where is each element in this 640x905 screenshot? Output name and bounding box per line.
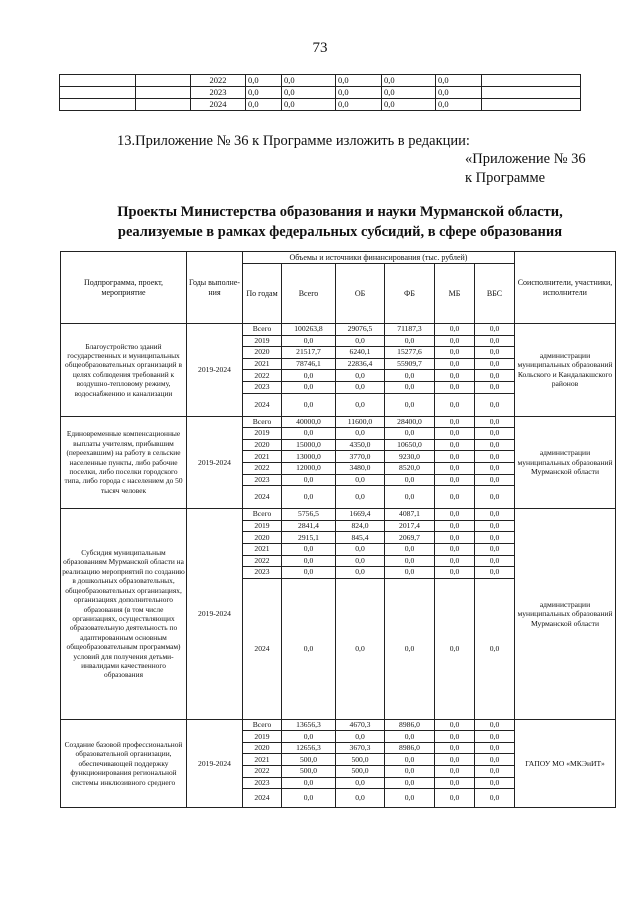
funding-fb-cell: 0,0 [385,766,435,778]
empty-cell [136,75,191,87]
empty-cell [60,99,136,111]
funding-vbs-cell: 0,0 [475,474,515,486]
empty-cell [60,87,136,99]
funding-ob-cell: 0,0 [336,335,385,347]
value-cell: 0,0 [336,87,382,99]
funding-total-cell: 12000,0 [282,462,336,474]
project-name: Благоустройство зданий государственных и муниципальных общеобразовательных организаций в целях соблюдения требований к воздушно-тепловому режиму, водоснабжению и канализации [61,324,187,417]
funding-year-cell: 2020 [243,532,282,544]
continued-table [59,74,581,111]
funding-mb-cell: 0,0 [435,543,475,555]
funding-mb-cell: 0,0 [435,578,475,719]
funding-vbs-cell: 0,0 [475,439,515,451]
funding-ob-cell: 0,0 [336,370,385,382]
funding-mb-cell: 0,0 [435,555,475,567]
funding-mb-cell: 0,0 [435,731,475,743]
funding-mb-cell: 0,0 [435,451,475,463]
project-executor: администрации муниципальных образований Кольского и Кандалакшского районов [515,324,616,417]
funding-total-cell: 500,0 [282,754,336,766]
funding-total-cell: 12656,3 [282,742,336,754]
funding-total-cell: 0,0 [282,567,336,579]
funding-mb-cell: 0,0 [435,347,475,359]
title-line-2: реализуемые в рамках федеральных субсидий, в сфере образования [117,224,563,240]
funding-year-cell: 2023 [243,777,282,789]
funding-mb-cell: 0,0 [435,324,475,336]
funding-total-cell: 0,0 [282,486,336,509]
funding-year-cell: 2019 [243,520,282,532]
project-name: Создание базовой профессиональной образовательной организации, обеспечивающей поддержку функционирования региональной системы инклюзивного среднего [61,719,187,808]
empty-cell [482,87,581,99]
funding-year-cell: 2022 [243,462,282,474]
funding-year-cell: 2022 [243,555,282,567]
value-cell: 0,0 [246,99,282,111]
project-row [61,719,616,731]
funding-year-cell: 2019 [243,731,282,743]
funding-ob-cell: 6240,1 [336,347,385,359]
projects-table [60,251,616,808]
funding-fb-cell: 9230,0 [385,451,435,463]
funding-year-cell: 2021 [243,451,282,463]
funding-year-cell: 2022 [243,766,282,778]
funding-total-cell: 0,0 [282,578,336,719]
funding-total-cell: 13000,0 [282,451,336,463]
funding-vbs-cell: 0,0 [475,335,515,347]
value-cell: 0,0 [336,75,382,87]
header-years: Годы выполне-ния [187,252,243,324]
funding-vbs-cell: 0,0 [475,509,515,521]
funding-ob-cell: 0,0 [336,393,385,416]
funding-year-cell: 2019 [243,428,282,440]
project-name: Единовременные компенсационные выплаты учителям, прибывшим (переехавшим) на работу в сельские населенные пункты, либо рабочие поселки, либо поселки городского типа, либо города с населением до 50 тысяч человек [61,416,187,509]
funding-mb-cell: 0,0 [435,439,475,451]
project-period: 2019-2024 [187,719,243,808]
funding-total-cell: 0,0 [282,555,336,567]
funding-mb-cell: 0,0 [435,462,475,474]
funding-ob-cell: 500,0 [336,766,385,778]
funding-vbs-cell: 0,0 [475,324,515,336]
value-cell: 0,0 [382,99,436,111]
funding-ob-cell: 4350,0 [336,439,385,451]
funding-year-cell: 2021 [243,543,282,555]
funding-year-cell: 2023 [243,474,282,486]
project-name: Субсидия муниципальным образованиям Мурманской области на реализацию мероприятий по созданию в дошкольных образовательных, общеобразовательных организациях, организациях дополнительного образования (в том числе организациях, осуществляющих образовательную деятельность по адаптированным основным общеобразовательным программам) условий для получения детьми-инвалидами качественного образования [61,509,187,720]
project-executor: администрации муниципальных образований Мурманской области [515,509,616,720]
funding-year-cell: 2021 [243,754,282,766]
funding-fb-cell: 2017,4 [385,520,435,532]
funding-fb-cell: 15277,6 [385,347,435,359]
funding-year-cell: 2024 [243,789,282,808]
funding-ob-cell: 11600,0 [336,416,385,428]
funding-ob-cell: 0,0 [336,486,385,509]
funding-mb-cell: 0,0 [435,777,475,789]
funding-ob-cell: 0,0 [336,381,385,393]
funding-fb-cell: 0,0 [385,789,435,808]
funding-year-cell: 2019 [243,335,282,347]
funding-total-cell: 0,0 [282,428,336,440]
funding-year-cell: Всего [243,416,282,428]
funding-mb-cell: 0,0 [435,509,475,521]
funding-vbs-cell: 0,0 [475,777,515,789]
funding-ob-cell: 4670,3 [336,719,385,731]
funding-mb-cell: 0,0 [435,532,475,544]
funding-fb-cell: 0,0 [385,428,435,440]
funding-vbs-cell: 0,0 [475,532,515,544]
year-cell: 2022 [191,75,246,87]
funding-vbs-cell: 0,0 [475,731,515,743]
header-executors: Соисполнители, участники, исполнители [515,252,616,324]
funding-vbs-cell: 0,0 [475,451,515,463]
value-cell: 0,0 [436,75,482,87]
annex-reference [465,150,586,188]
continued-table-row [60,87,581,99]
funding-year-cell: 2020 [243,439,282,451]
funding-total-cell: 21517,7 [282,347,336,359]
funding-fb-cell: 8520,0 [385,462,435,474]
funding-ob-cell: 3480,0 [336,462,385,474]
funding-vbs-cell: 0,0 [475,754,515,766]
funding-vbs-cell: 0,0 [475,766,515,778]
funding-total-cell: 0,0 [282,335,336,347]
project-period: 2019-2024 [187,416,243,509]
funding-fb-cell: 8986,0 [385,719,435,731]
funding-fb-cell: 0,0 [385,486,435,509]
funding-year-cell: 2024 [243,578,282,719]
empty-cell [482,99,581,111]
header-fb: ФБ [385,264,435,324]
funding-vbs-cell: 0,0 [475,347,515,359]
value-cell: 0,0 [382,75,436,87]
funding-year-cell: 2020 [243,742,282,754]
page-number: 73 [312,40,328,56]
funding-ob-cell: 3770,0 [336,451,385,463]
funding-vbs-cell: 0,0 [475,789,515,808]
funding-year-cell: Всего [243,324,282,336]
project-period: 2019-2024 [187,324,243,417]
value-cell: 0,0 [382,87,436,99]
funding-mb-cell: 0,0 [435,486,475,509]
funding-mb-cell: 0,0 [435,474,475,486]
funding-ob-cell: 500,0 [336,754,385,766]
header-total: Всего [282,264,336,324]
funding-mb-cell: 0,0 [435,370,475,382]
funding-vbs-cell: 0,0 [475,416,515,428]
funding-vbs-cell: 0,0 [475,462,515,474]
funding-mb-cell: 0,0 [435,719,475,731]
funding-vbs-cell: 0,0 [475,428,515,440]
funding-fb-cell: 0,0 [385,381,435,393]
funding-vbs-cell: 0,0 [475,543,515,555]
funding-mb-cell: 0,0 [435,567,475,579]
funding-fb-cell: 0,0 [385,731,435,743]
funding-ob-cell: 0,0 [336,543,385,555]
project-executor: администрации муниципальных образований Мурманской области [515,416,616,509]
title-line-1: Проекты Министерства образования и науки Мурманской области, [117,204,563,220]
funding-mb-cell: 0,0 [435,393,475,416]
funding-fb-cell: 0,0 [385,578,435,719]
header-mb: МБ [435,264,475,324]
year-cell: 2024 [191,99,246,111]
header-vbs: ВБС [475,264,515,324]
funding-fb-cell: 0,0 [385,555,435,567]
value-cell: 0,0 [336,99,382,111]
funding-total-cell: 0,0 [282,543,336,555]
funding-ob-cell: 0,0 [336,731,385,743]
funding-mb-cell: 0,0 [435,789,475,808]
funding-ob-cell: 3670,3 [336,742,385,754]
instruction-text: 13.Приложение № 36 к Программе изложить в редакции: [117,133,470,149]
funding-vbs-cell: 0,0 [475,578,515,719]
funding-ob-cell: 0,0 [336,789,385,808]
value-cell: 0,0 [282,99,336,111]
value-cell: 0,0 [436,99,482,111]
funding-fb-cell: 71187,3 [385,324,435,336]
funding-fb-cell: 0,0 [385,474,435,486]
funding-mb-cell: 0,0 [435,381,475,393]
funding-fb-cell: 0,0 [385,543,435,555]
funding-ob-cell: 0,0 [336,555,385,567]
funding-year-cell: 2024 [243,486,282,509]
value-cell: 0,0 [282,75,336,87]
funding-total-cell: 2915,1 [282,532,336,544]
funding-ob-cell: 0,0 [336,428,385,440]
funding-year-cell: 2022 [243,370,282,382]
funding-total-cell: 0,0 [282,474,336,486]
value-cell: 0,0 [246,75,282,87]
funding-mb-cell: 0,0 [435,520,475,532]
funding-ob-cell: 22836,4 [336,358,385,370]
funding-mb-cell: 0,0 [435,335,475,347]
funding-total-cell: 78746,1 [282,358,336,370]
empty-cell [136,87,191,99]
funding-total-cell: 0,0 [282,370,336,382]
funding-fb-cell: 8986,0 [385,742,435,754]
funding-fb-cell: 28400,0 [385,416,435,428]
funding-vbs-cell: 0,0 [475,742,515,754]
funding-total-cell: 0,0 [282,731,336,743]
funding-total-cell: 0,0 [282,381,336,393]
continued-table-row [60,99,581,111]
empty-cell [60,75,136,87]
funding-fb-cell: 0,0 [385,754,435,766]
funding-mb-cell: 0,0 [435,742,475,754]
project-period: 2019-2024 [187,509,243,720]
funding-total-cell: 100263,8 [282,324,336,336]
funding-total-cell: 15000,0 [282,439,336,451]
value-cell: 0,0 [246,87,282,99]
funding-total-cell: 13656,3 [282,719,336,731]
funding-fb-cell: 55909,7 [385,358,435,370]
funding-year-cell: 2021 [243,358,282,370]
continued-table-row [60,75,581,87]
funding-vbs-cell: 0,0 [475,486,515,509]
funding-mb-cell: 0,0 [435,358,475,370]
funding-vbs-cell: 0,0 [475,555,515,567]
project-row [61,509,616,521]
project-row [61,416,616,428]
funding-fb-cell: 0,0 [385,777,435,789]
funding-fb-cell: 10650,0 [385,439,435,451]
header-subprogram: Подпрограмма, проект, мероприятие [61,252,187,324]
funding-mb-cell: 0,0 [435,416,475,428]
funding-vbs-cell: 0,0 [475,567,515,579]
funding-fb-cell: 0,0 [385,370,435,382]
value-cell: 0,0 [282,87,336,99]
funding-vbs-cell: 0,0 [475,358,515,370]
funding-fb-cell: 4087,1 [385,509,435,521]
funding-year-cell: 2023 [243,381,282,393]
funding-year-cell: 2024 [243,393,282,416]
project-row [61,324,616,336]
funding-fb-cell: 0,0 [385,567,435,579]
funding-vbs-cell: 0,0 [475,719,515,731]
funding-ob-cell: 0,0 [336,578,385,719]
year-cell: 2023 [191,87,246,99]
funding-total-cell: 500,0 [282,766,336,778]
funding-total-cell: 2841,4 [282,520,336,532]
value-cell: 0,0 [436,87,482,99]
funding-ob-cell: 845,4 [336,532,385,544]
funding-ob-cell: 0,0 [336,474,385,486]
funding-year-cell: 2020 [243,347,282,359]
funding-fb-cell: 2069,7 [385,532,435,544]
header-by-year: По годам [243,264,282,324]
funding-mb-cell: 0,0 [435,766,475,778]
funding-total-cell: 5756,5 [282,509,336,521]
funding-ob-cell: 824,0 [336,520,385,532]
header-funding-group: Объемы и источники финансирования (тыс. рублей) [243,252,515,264]
funding-ob-cell: 29076,5 [336,324,385,336]
document-title [60,202,620,242]
funding-total-cell: 0,0 [282,777,336,789]
funding-mb-cell: 0,0 [435,428,475,440]
funding-total-cell: 0,0 [282,789,336,808]
funding-fb-cell: 0,0 [385,393,435,416]
header-ob: ОБ [336,264,385,324]
empty-cell [482,75,581,87]
funding-ob-cell: 0,0 [336,777,385,789]
funding-vbs-cell: 0,0 [475,393,515,416]
empty-cell [136,99,191,111]
funding-mb-cell: 0,0 [435,754,475,766]
funding-ob-cell: 0,0 [336,567,385,579]
project-executor: ГАПОУ МО «МКЭиИТ» [515,719,616,808]
funding-vbs-cell: 0,0 [475,370,515,382]
funding-year-cell: 2023 [243,567,282,579]
funding-vbs-cell: 0,0 [475,381,515,393]
funding-fb-cell: 0,0 [385,335,435,347]
funding-year-cell: Всего [243,719,282,731]
funding-ob-cell: 1669,4 [336,509,385,521]
funding-total-cell: 0,0 [282,393,336,416]
annex-line-1: «Приложение № 36 [465,151,586,167]
funding-total-cell: 40000,0 [282,416,336,428]
funding-year-cell: Всего [243,509,282,521]
annex-line-2: к Программе [465,170,546,186]
funding-vbs-cell: 0,0 [475,520,515,532]
